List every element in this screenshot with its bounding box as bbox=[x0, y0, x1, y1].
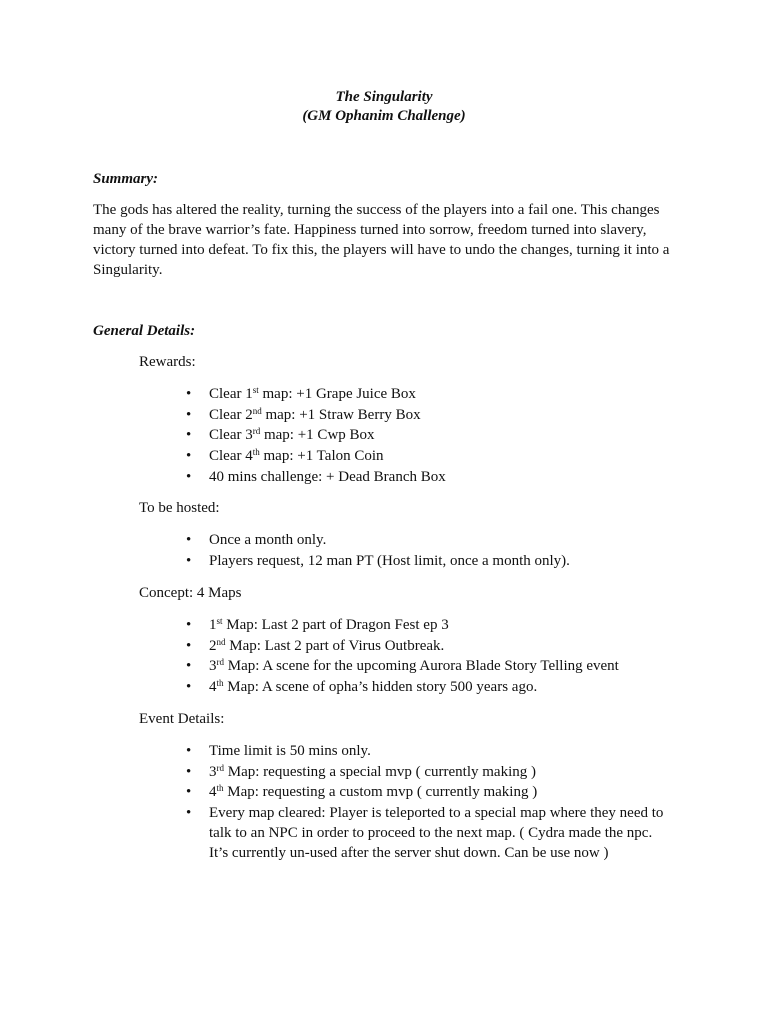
list-item: • Time limit is 50 mins only. bbox=[186, 741, 666, 761]
list-item: • 3rd Map: requesting a special mvp ( currently making ) bbox=[186, 762, 666, 782]
list-item: • Clear 3rd map: +1 Cwp Box bbox=[186, 425, 666, 445]
list-item: • 2nd Map: Last 2 part of Virus Outbreak. bbox=[186, 636, 666, 656]
general-details-heading: General Details: bbox=[93, 323, 196, 339]
list-item: • 40 mins challenge: + Dead Branch Box bbox=[186, 467, 666, 487]
list-item: • 3rd Map: A scene for the upcoming Aurora Blade Story Telling event bbox=[186, 656, 666, 676]
list-item: • 1st Map: Last 2 part of Dragon Fest ep 3 bbox=[186, 615, 666, 635]
concept-label: Concept: 4 Maps bbox=[139, 585, 242, 601]
rewards-label: Rewards: bbox=[139, 354, 196, 370]
summary-paragraph: The gods has altered the reality, turning the success of the players into a fail one. This changes many of the brave warrior’s fate. Happiness turned into sorrow, freedom turned into slavery, victory turned into defeat. To fix this, the players will have to undo the changes, turning it into a Singularity. bbox=[93, 202, 670, 278]
list-item: • Clear 1st map: +1 Grape Juice Box bbox=[186, 384, 666, 404]
list-item: • Every map cleared: Player is teleported to a special map where they need to talk to an NPC in order to proceed to the next map. ( Cydra made the npc. It’s currently un-used after the server shut down. Can be use now ) bbox=[186, 803, 666, 863]
event-details-label: Event Details: bbox=[139, 711, 225, 727]
concept-list bbox=[186, 615, 666, 698]
summary-heading: Summary: bbox=[93, 171, 159, 187]
list-item: • Clear 4th map: +1 Talon Coin bbox=[186, 446, 666, 466]
hosted-label: To be hosted: bbox=[139, 500, 220, 516]
list-item: • 4th Map: A scene of opha’s hidden story 500 years ago. bbox=[186, 677, 666, 697]
hosted-list bbox=[186, 530, 666, 571]
document-title: The Singularity bbox=[335, 89, 433, 105]
list-item: • 4th Map: requesting a custom mvp ( currently making ) bbox=[186, 782, 666, 802]
event-details-list bbox=[186, 741, 666, 864]
document-subtitle: (GM Ophanim Challenge) bbox=[302, 108, 466, 124]
rewards-list bbox=[186, 384, 666, 487]
list-item: • Clear 2nd map: +1 Straw Berry Box bbox=[186, 405, 666, 425]
list-item: • Players request, 12 man PT (Host limit, once a month only). bbox=[186, 551, 666, 571]
list-item: • Once a month only. bbox=[186, 530, 666, 550]
